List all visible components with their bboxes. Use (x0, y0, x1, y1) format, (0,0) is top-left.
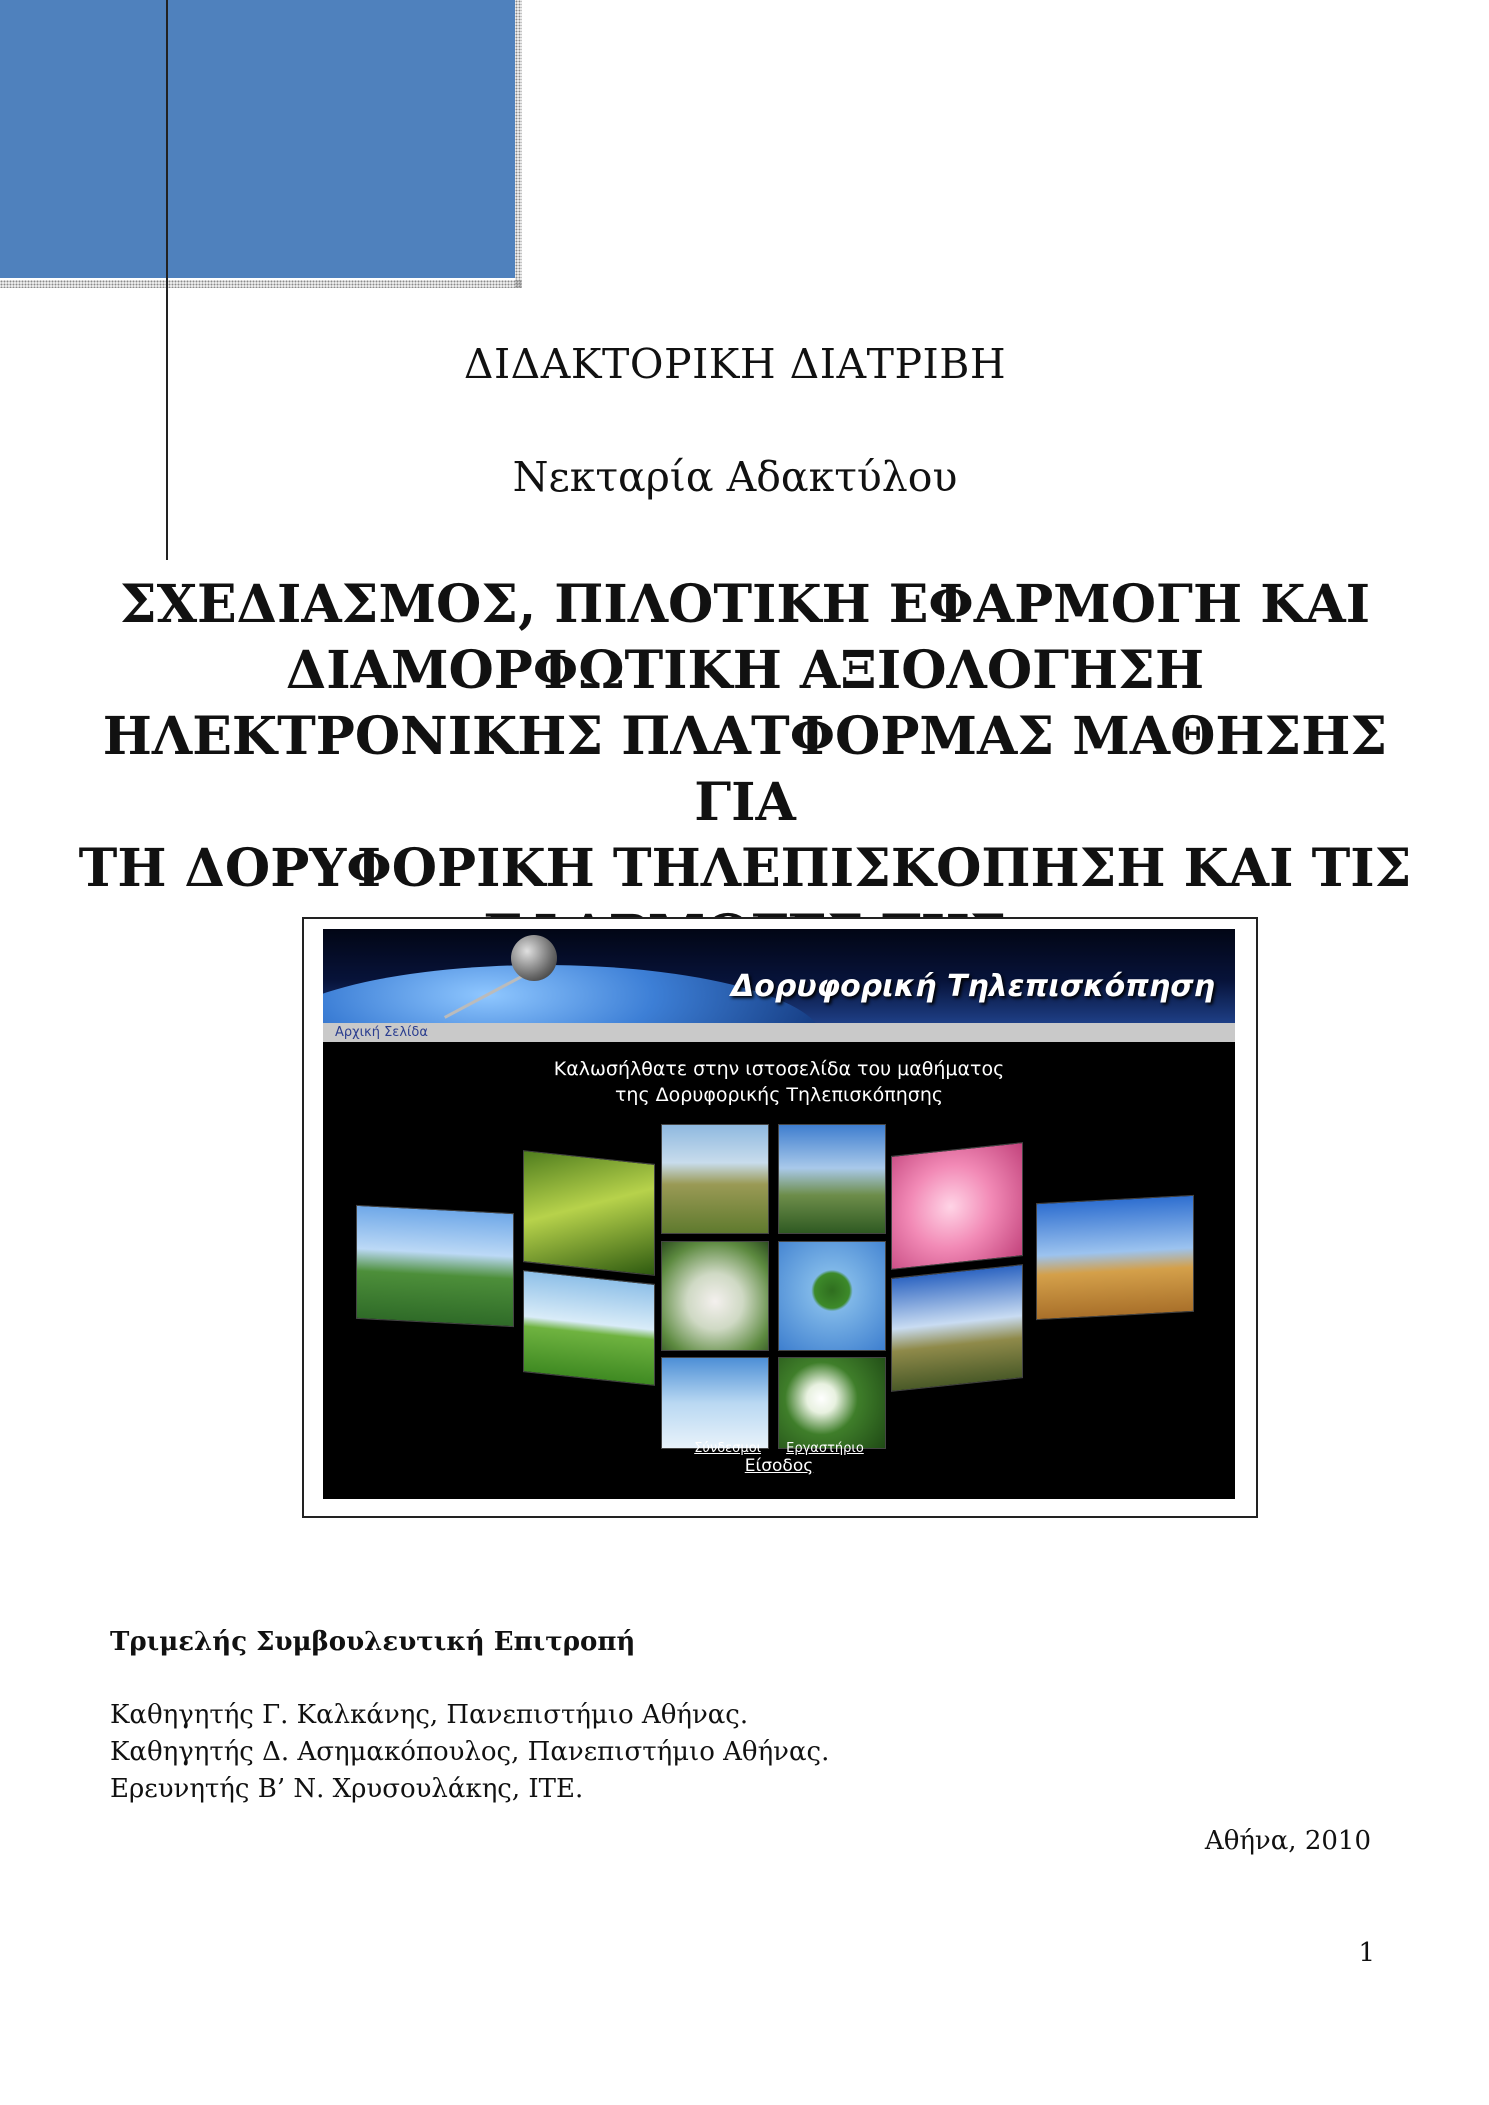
lab-link[interactable]: Εργαστήριο (786, 1441, 864, 1456)
committee-heading: Τριμελής Συμβουλευτική Επιτροπή (110, 1627, 636, 1657)
gallery-photo-meadow[interactable] (523, 1270, 655, 1386)
welcome-message (323, 1056, 1235, 1108)
welcome-line: Καλωσήλθατε στην ιστοσελίδα του μαθήματος (553, 1058, 1005, 1080)
site-banner (323, 929, 1235, 1023)
site-title: Δορυφορική Τηλεπισκόπηση (731, 969, 1215, 1004)
gallery-photo-grass[interactable] (523, 1150, 655, 1276)
title-line: ΣΧΕΔΙΑΣΜΟΣ, ΠΙΛΟΤΙΚΗ ΕΦΑΡΜΟΓΗ ΚΑΙ (119, 574, 1371, 635)
gallery-photo-flowers[interactable] (778, 1357, 886, 1449)
decorative-dotted-border-bottom (0, 280, 522, 288)
gallery-photo-pink-petals[interactable] (891, 1142, 1023, 1270)
gallery-photo-mountain[interactable] (778, 1124, 886, 1234)
title-line: ΔΙΑΜΟΡΦΩΤΙΚΗ ΑΞΙΟΛΟΓΗΣΗ (285, 640, 1205, 701)
page-number: 1 (1358, 1938, 1375, 1968)
decorative-dotted-border-right (515, 0, 522, 288)
website-screenshot (323, 929, 1235, 1499)
author-name: Νεκταρία Αδακτύλου (512, 453, 958, 501)
gallery-photo-path[interactable] (661, 1124, 769, 1234)
site-navbar (323, 1023, 1235, 1042)
nav-home-link[interactable]: Αρχική Σελίδα (335, 1025, 428, 1040)
document-type: ΔΙΔΑΚΤΟΡΙΚΗ ΔΙΑΤΡΙΒΗ (463, 340, 1007, 388)
thesis-title (60, 572, 1430, 968)
welcome-line: της Δορυφορικής Τηλεπισκόπησης (614, 1084, 944, 1106)
links-link[interactable]: Σύνδεσμοι (694, 1441, 762, 1456)
place-and-date: Αθήνα, 2010 (1204, 1826, 1371, 1856)
committee-member: Καθηγητής Δ. Ασημακόπουλος, Πανεπιστήμιο Αθήνας. (110, 1737, 830, 1767)
gallery-photo-field[interactable] (1036, 1195, 1194, 1320)
gallery-photo-tree[interactable] (778, 1241, 886, 1351)
gallery-photo-cloud-sky[interactable] (661, 1357, 769, 1449)
satellite-icon (511, 935, 557, 981)
committee-member: Καθηγητής Γ. Καλκάνης, Πανεπιστήμιο Αθήνας. (110, 1700, 749, 1730)
gallery-photo-roses[interactable] (661, 1241, 769, 1351)
decorative-blue-block (0, 0, 515, 278)
gallery-photo-hills[interactable] (891, 1264, 1023, 1392)
committee-member: Ερευνητής Β’ Ν. Χρυσουλάκης, ΙΤΕ. (110, 1774, 584, 1804)
title-line: ΗΛΕΚΤΡΟΝΙΚΗΣ ΠΛΑΤΦΟΡΜΑΣ ΜΑΘΗΣΗΣ ΓΙΑ (102, 706, 1388, 833)
gallery-photo-river[interactable] (356, 1205, 514, 1327)
site-footer-links (323, 1437, 1235, 1456)
website-screenshot-figure (302, 917, 1258, 1518)
title-line: ΤΗ ΔΟΡΥΦΟΡΙΚΗ ΤΗΛΕΠΙΣΚΟΠΗΣΗ ΚΑΙ ΤΙΣ (78, 838, 1412, 899)
enter-link[interactable]: Είσοδος (744, 1456, 814, 1476)
